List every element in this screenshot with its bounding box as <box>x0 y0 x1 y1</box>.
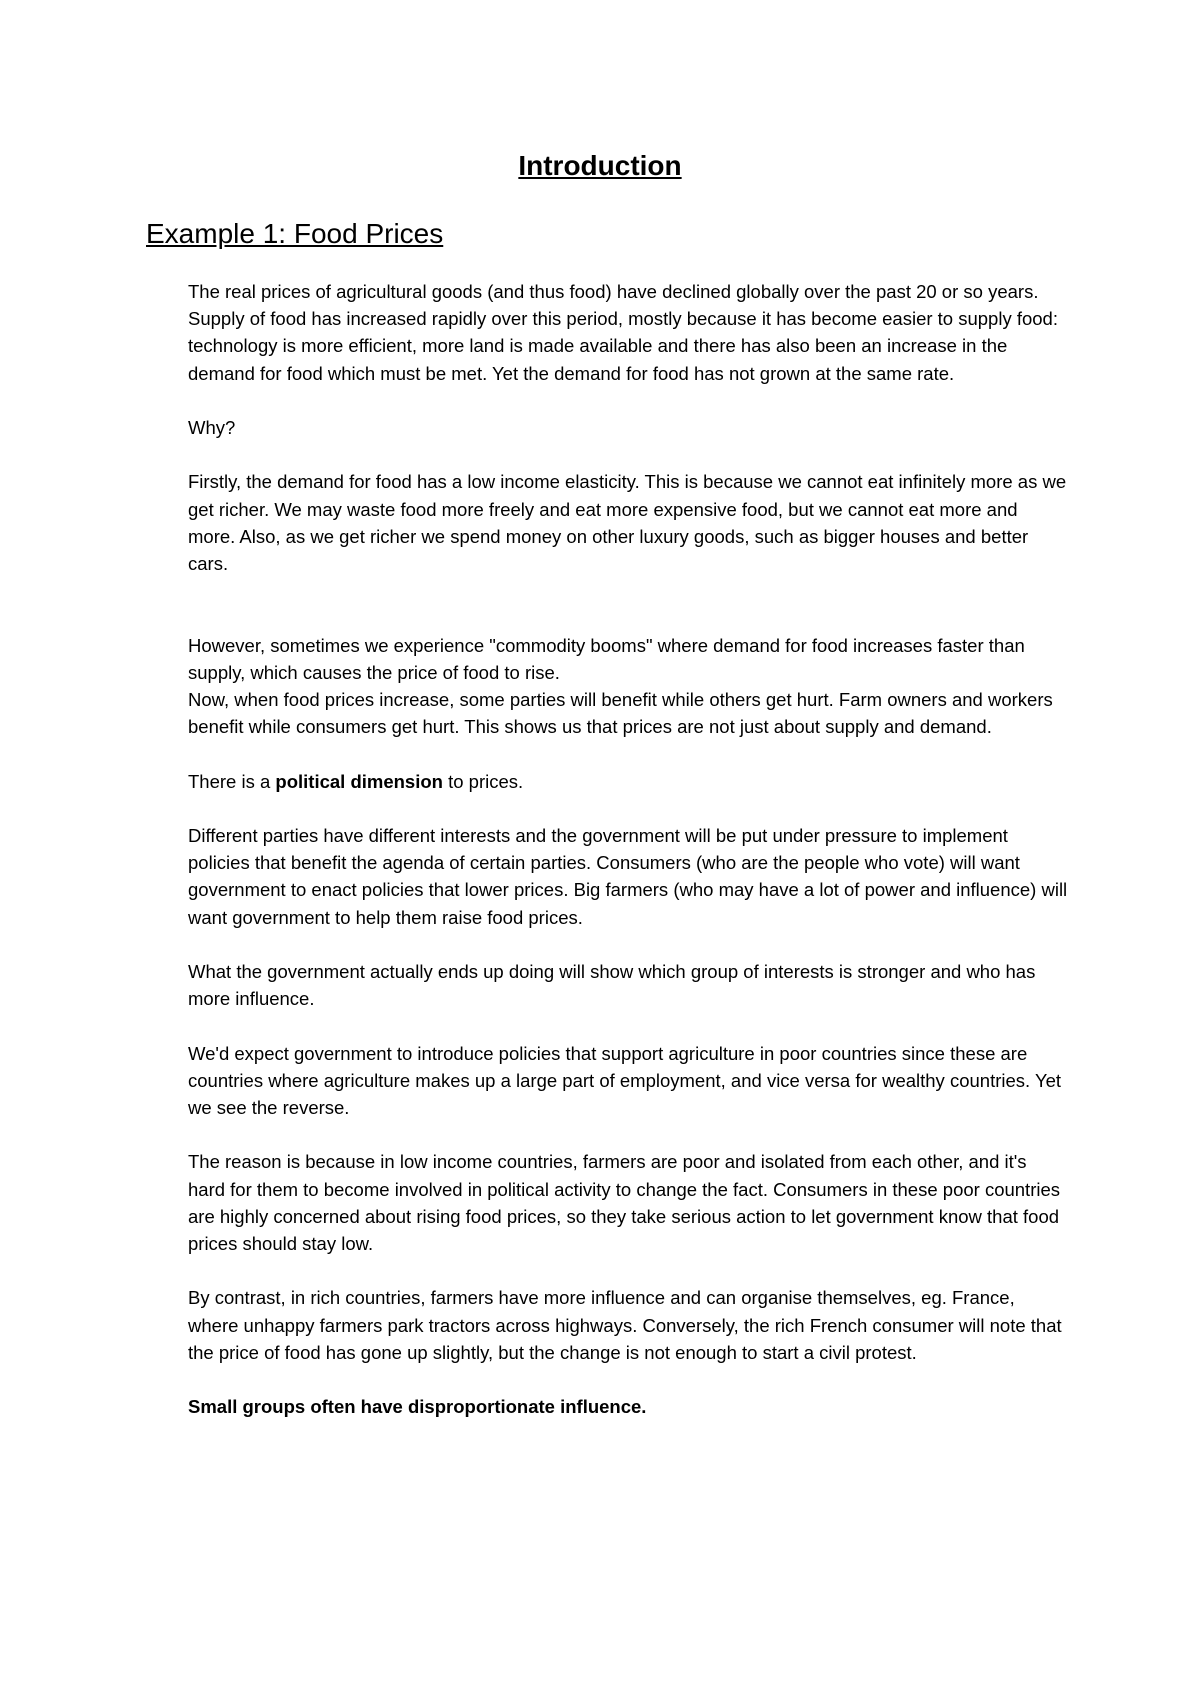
emphasis-text: political dimension <box>275 770 443 792</box>
paragraph: Different parties have different interests and the government will be put under pressure to implement policies that benefit the agenda of certain parties. Consumers (who are the people who vote) will want government to enact policies that lower prices. Big farmers (who may have a lot of power and influence) will want government to help them raise food prices. <box>188 824 1068 928</box>
paragraph: By contrast, in rich countries, farmers have more influence and can organise themselves, eg. France, where unhappy farmers park tractors across highways. Conversely, the rich French consumer will note that the price of food has gone up slightly, but the change is not enough to start a civil protest. <box>188 1287 1062 1363</box>
key-takeaway: Small groups often have disproportionate influence. <box>188 1396 647 1418</box>
section-heading: Example 1: Food Prices <box>146 218 444 249</box>
text-run: There is a <box>188 770 276 792</box>
paragraph: Now, when food prices increase, some parties will benefit while others get hurt. Farm owners and workers benefit while consumers get hurt. This shows us that prices are not just about supply and demand. <box>188 689 1053 738</box>
document-body <box>188 278 1068 1448</box>
paragraph: Firstly, the demand for food has a low income elasticity. This is because we cannot eat infinitely more as we get richer. We may waste food more freely and eat more expensive food, but we cannot eat more and more. Also, as we get richer we spend money on other luxury goods, such as bigger houses and better cars. <box>188 471 1067 574</box>
text-run: to prices. <box>442 770 524 792</box>
paragraph: However, sometimes we experience "commodity booms" where demand for food increases faster than supply, which causes the price of food to rise. <box>188 634 1025 683</box>
paragraph: The real prices of agricultural goods (and thus food) have declined globally over the past 20 or so years. Supply of food has increased rapidly over this period, mostly because it has become easier to supply food: technology is more efficient, more land is made available and there has also been an increase in the demand for food which must be met. Yet the demand for food has not grown at the same rate. <box>188 281 1058 384</box>
paragraph: What the government actually ends up doing will show which group of interests is stronger and who has more influence. <box>188 960 1036 1010</box>
paragraph <box>188 768 1068 795</box>
document-title: Introduction <box>518 150 682 181</box>
paragraph <box>188 1393 1068 1420</box>
paragraph: The reason is because in low income countries, farmers are poor and isolated from each other, and it's hard for them to become involved in political activity to change the fact. Consumers in these poor countries are highly concerned about rising food prices, so they take serious action to let government know that food prices should stay low. <box>188 1151 1061 1254</box>
paragraph: Why? <box>188 417 236 438</box>
paragraph: We'd expect government to introduce policies that support agriculture in poor countries since these are countries where agriculture makes up a large part of employment, and vice versa for wealthy countries. Yet we see the reverse. <box>188 1042 1062 1118</box>
